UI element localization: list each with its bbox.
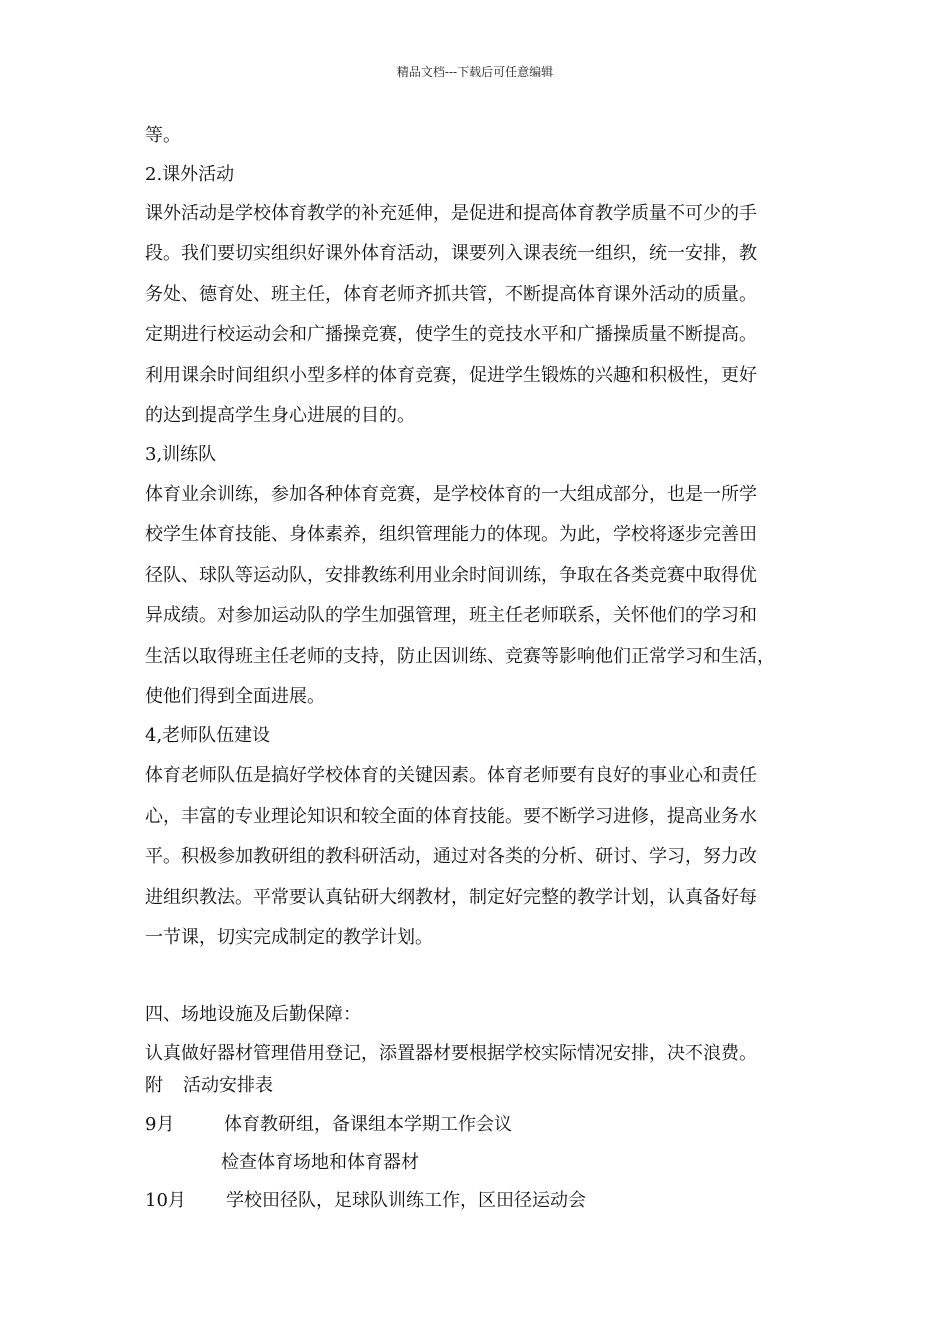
appendix-title: 活动安排表: [183, 1075, 273, 1096]
text-line: 的达到提高学生身心进展的目的。: [145, 405, 415, 426]
schedule-task: 体育教研组，备课组本学期工作会议: [224, 1114, 512, 1135]
text-line: 务处、德育处、班主任，体育老师齐抓共管，不断提高体育课外活动的质量。: [145, 284, 757, 305]
schedule-task: 检查体育场地和体育器材: [221, 1152, 419, 1173]
schedule-month: 9月: [145, 1114, 175, 1135]
text-line: 段。我们要切实组织好课外体育活动，课要列入课表统一组织，统一安排，教: [145, 243, 757, 264]
text-line: 课外活动是学校体育教学的补充延伸，是促进和提高体育教学质量不可少的手: [145, 203, 757, 224]
section-heading: 四、场地设施及后勤保障：: [145, 1004, 361, 1025]
appendix-label: 附: [145, 1075, 163, 1096]
text-line: 等。: [145, 125, 181, 146]
text-line: 异成绩。对参加运动队的学生加强管理，班主任老师联系，关怀他们的学习和: [145, 605, 757, 626]
text-line: 心，丰富的专业理论知识和较全面的体育技能。要不断学习进修，提高业务水: [145, 806, 757, 827]
section-heading: 3,训练队: [145, 444, 217, 465]
text-line: 平。积极参加教研组的教科研活动，通过对各类的分析、研讨、学习，努力改: [145, 846, 757, 867]
section-heading: 4,老师队伍建设: [145, 725, 271, 746]
text-line: 一节课，切实完成制定的教学计划。: [145, 927, 433, 948]
text-line: 体育老师队伍是搞好学校体育的关键因素。体育老师要有良好的事业心和责任: [145, 765, 757, 786]
text-line: 利用课余时间组织小型多样的体育竞赛，促进学生锻炼的兴趣和积极性，更好: [145, 365, 757, 386]
text-line: 定期进行校运动会和广播操竞赛，使学生的竞技水平和广播操质量不断提高。: [145, 324, 757, 345]
text-line: 体育业余训练，参加各种体育竞赛，是学校体育的一大组成部分，也是一所学: [145, 484, 757, 505]
text-line: 径队、球队等运动队，安排教练利用业余时间训练，争取在各类竞赛中取得优: [145, 565, 757, 586]
schedule-task: 学校田径队，足球队训练工作，区田径运动会: [226, 1190, 586, 1211]
text-line: 生活以取得班主任老师的支持，防止因训练、竞赛等影响他们正常学习和生活，: [145, 646, 775, 667]
page-header: 精品文档---下载后可任意编辑: [396, 65, 554, 79]
text-line: 认真做好器材管理借用登记，添置器材要根据学校实际情况安排，决不浪费。: [145, 1043, 757, 1064]
text-line: 进组织教法。平常要认真钻研大纲教材，制定好完整的教学计划，认真备好每: [145, 887, 757, 908]
section-heading: 2.课外活动: [145, 164, 235, 185]
text-line: 使他们得到全面进展。: [145, 686, 325, 707]
text-line: 校学生体育技能、身体素养，组织管理能力的体现。为此，学校将逐步完善田: [145, 524, 757, 545]
schedule-month: 10月: [145, 1190, 186, 1211]
